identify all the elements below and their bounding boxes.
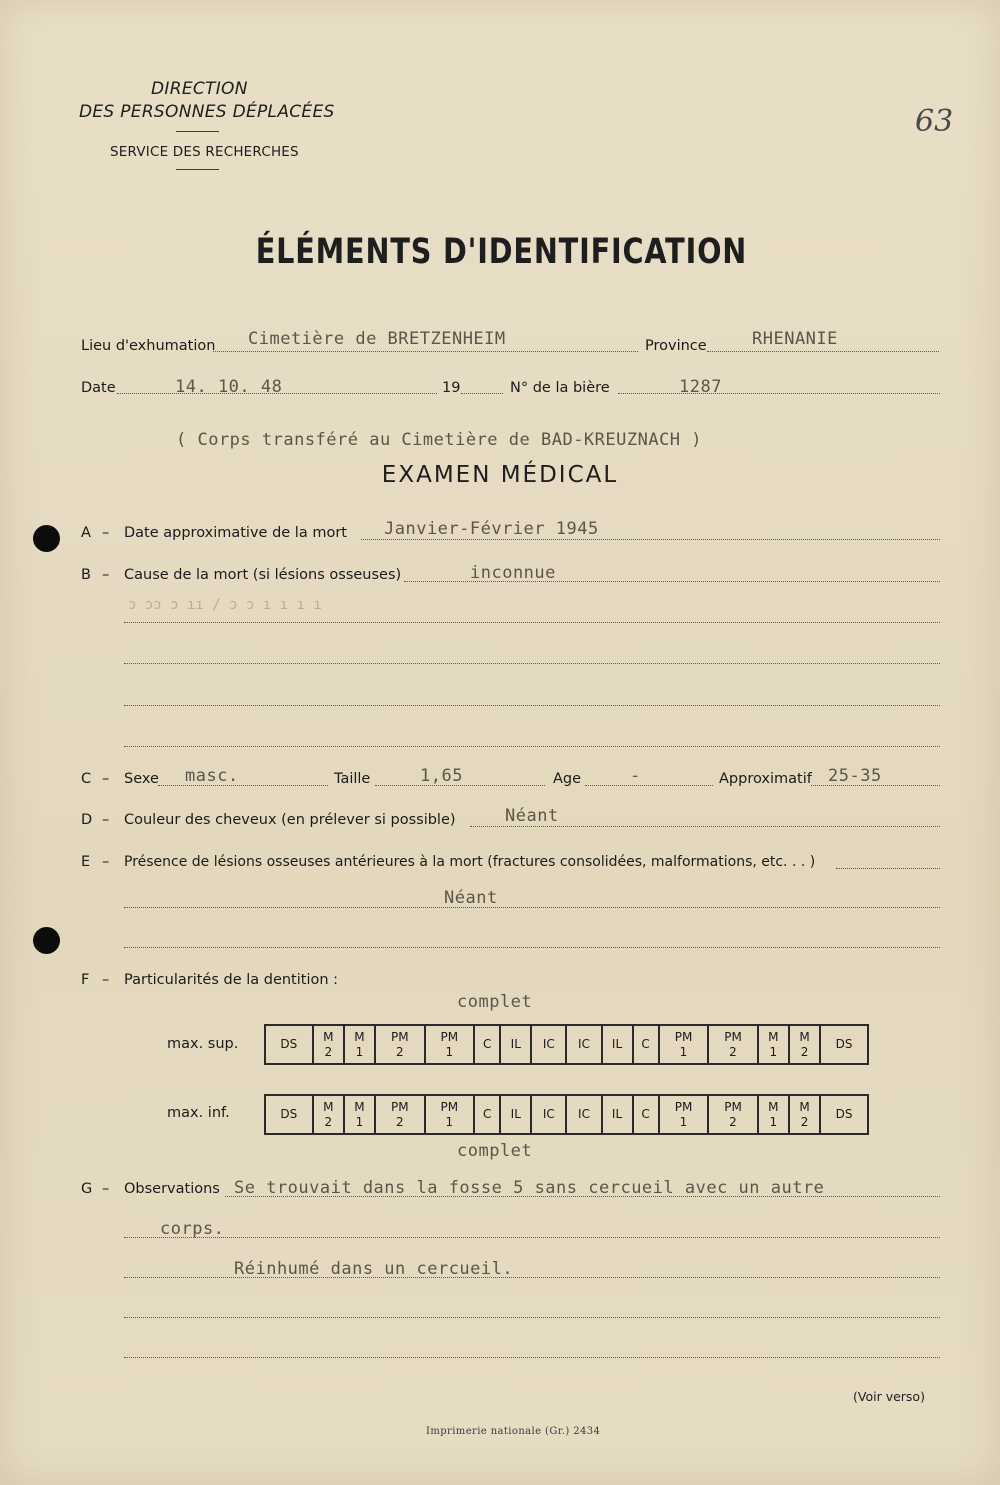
upper-tooth-cell	[425, 1025, 475, 1064]
approx-value: 25-35	[828, 766, 882, 786]
taille-label: Taille	[334, 771, 371, 787]
tooth-type: DS	[835, 1037, 853, 1051]
section-d-label: Couleur des cheveux (en prélever si possible)	[124, 812, 456, 828]
tooth-number: 2	[324, 1114, 333, 1129]
biere-label: N° de la bière	[510, 380, 610, 396]
section-d-line	[470, 826, 940, 827]
tooth-type: PM	[724, 1029, 742, 1044]
section-e-blank-line	[124, 947, 940, 948]
tooth-type: M	[799, 1029, 810, 1044]
header-personnes-deplacees: DES PERSONNES DÉPLACÉES	[79, 102, 335, 122]
punch-hole	[33, 525, 60, 552]
section-b-value: inconnue	[470, 563, 556, 583]
tooth-number: 2	[729, 1114, 737, 1129]
section-e-dash: –	[102, 854, 110, 870]
lieu-line	[213, 351, 638, 352]
section-f-letter: F	[81, 972, 90, 988]
upper-tooth-cell	[313, 1025, 344, 1064]
lower-tooth-cell	[633, 1095, 659, 1134]
tooth-type: PM	[674, 1099, 693, 1114]
lower-tooth-cell	[375, 1095, 425, 1134]
tooth-number: 1	[769, 1114, 778, 1129]
taille-value: 1,65	[420, 766, 463, 786]
header-divider	[176, 169, 219, 170]
section-b-dash: –	[102, 567, 110, 583]
tooth-number: 1	[769, 1044, 778, 1059]
section-b-blank-line	[124, 705, 940, 706]
tooth-number: 1	[679, 1114, 688, 1129]
section-a-letter: A	[81, 525, 91, 541]
section-g-blank-line	[124, 1317, 940, 1318]
tooth-type: M	[323, 1029, 334, 1044]
upper-tooth-cell	[375, 1025, 425, 1064]
tooth-type: C	[641, 1107, 650, 1121]
tooth-type: IC	[542, 1107, 555, 1121]
tooth-number: 1	[679, 1044, 688, 1059]
upper-tooth-cell	[820, 1025, 868, 1064]
section-g-letter: G	[81, 1181, 93, 1197]
tooth-type: DS	[835, 1107, 853, 1121]
tooth-number: 1	[355, 1044, 364, 1059]
lower-teeth-note: complet	[457, 1141, 533, 1161]
tooth-number: 2	[800, 1044, 809, 1059]
tooth-type: IL	[611, 1037, 623, 1051]
date-value: 14. 10. 48	[175, 377, 283, 397]
section-g-dash: –	[102, 1181, 110, 1197]
tooth-type: M	[323, 1099, 334, 1114]
tooth-number: 2	[324, 1044, 333, 1059]
section-f-label: Particularités de la dentition :	[124, 972, 339, 988]
tooth-type: C	[483, 1037, 492, 1051]
upper-tooth-cell	[708, 1025, 758, 1064]
year-prefix: 19	[442, 380, 461, 396]
age-label: Age	[553, 771, 582, 787]
sexe-line	[158, 785, 328, 786]
lower-tooth-cell	[425, 1095, 475, 1134]
section-d-letter: D	[81, 812, 93, 828]
upper-tooth-cell	[531, 1025, 566, 1064]
lower-tooth-cell	[708, 1095, 758, 1134]
upper-teeth-note: complet	[457, 992, 533, 1012]
sexe-value: masc.	[185, 766, 239, 786]
section-a-dash: –	[102, 525, 110, 541]
tooth-number: 2	[729, 1044, 737, 1059]
date-label: Date	[81, 380, 116, 396]
observation-line-2: corps.	[160, 1219, 225, 1239]
upper-tooth-cell	[789, 1025, 820, 1064]
age-value: -	[630, 766, 641, 786]
tooth-type: IL	[510, 1037, 521, 1051]
tooth-type: PM	[391, 1099, 409, 1114]
section-a-label: Date approximative de la mort	[124, 525, 347, 541]
year-line	[461, 393, 503, 394]
tooth-number: 2	[396, 1044, 404, 1059]
header-divider	[176, 131, 219, 132]
tooth-type: M	[354, 1099, 365, 1114]
tooth-type: M	[354, 1029, 365, 1044]
tooth-type: M	[768, 1029, 779, 1044]
section-d-dash: –	[102, 812, 110, 828]
tooth-number: 1	[355, 1114, 364, 1129]
upper-tooth-cell	[602, 1025, 633, 1064]
section-e-value: Néant	[444, 888, 498, 908]
lower-tooth-cell	[500, 1095, 531, 1134]
tooth-type: C	[483, 1107, 492, 1121]
section-b-blank-line	[124, 663, 940, 664]
tooth-type: IL	[510, 1107, 521, 1121]
section-b-ghost-text: ɔ ɔɔ ɔ ıı / ɔ ɔ ı ı ı ı	[128, 597, 322, 613]
tooth-type: IC	[542, 1037, 555, 1051]
tooth-number: 2	[800, 1114, 809, 1129]
upper-tooth-cell	[758, 1025, 789, 1064]
section-e-line	[836, 868, 940, 869]
section-b-letter: B	[81, 567, 91, 583]
lower-tooth-cell	[789, 1095, 820, 1134]
section-a-line	[361, 539, 940, 540]
section-b-blank-line	[124, 746, 940, 747]
lower-tooth-cell	[758, 1095, 789, 1134]
upper-tooth-cell	[344, 1025, 375, 1064]
lieu-value: Cimetière de BRETZENHEIM	[248, 329, 506, 349]
section-a-value: Janvier-Février 1945	[384, 519, 599, 539]
lower-tooth-cell	[602, 1095, 633, 1134]
lower-tooth-cell	[820, 1095, 868, 1134]
tooth-type: C	[641, 1037, 650, 1051]
tooth-type: IC	[578, 1037, 590, 1051]
lower-tooth-cell	[659, 1095, 709, 1134]
lower-tooth-cell	[474, 1095, 500, 1134]
upper-teeth-chart	[264, 1024, 869, 1065]
lieu-label: Lieu d'exhumation	[81, 338, 216, 354]
sexe-label: Sexe	[124, 771, 159, 787]
section-c-dash: –	[102, 771, 110, 787]
section-b-blank-line	[124, 622, 940, 623]
lower-tooth-cell	[566, 1095, 601, 1134]
header-service-recherches: SERVICE DES RECHERCHES	[110, 144, 299, 160]
max-inf-label: max. inf.	[167, 1105, 230, 1121]
section-b-label: Cause de la mort (si lésions osseuses)	[124, 567, 402, 583]
transfer-note: ( Corps transféré au Cimetière de BAD-KREUZNACH )	[176, 430, 703, 450]
upper-tooth-cell	[474, 1025, 500, 1064]
punch-hole	[33, 927, 60, 954]
header-direction: DIRECTION	[151, 79, 248, 99]
province-line	[707, 351, 939, 352]
section-d-value: Néant	[505, 806, 559, 826]
section-title: EXAMEN MÉDICAL	[381, 462, 619, 488]
province-value: RHENANIE	[752, 329, 838, 349]
section-e-label: Présence de lésions osseuses antérieures à la mort (fractures consolidées, malformations, etc. . . )	[124, 854, 816, 870]
approx-label: Approximatif	[719, 771, 812, 787]
tooth-type: PM	[674, 1029, 693, 1044]
tooth-number: 2	[396, 1114, 404, 1129]
section-e-line	[124, 907, 940, 908]
tooth-type: PM	[440, 1099, 459, 1114]
biere-line	[618, 393, 940, 394]
page-number: 63	[915, 104, 954, 139]
tooth-type: IC	[578, 1107, 590, 1121]
tooth-type: PM	[440, 1029, 459, 1044]
section-c-letter: C	[81, 771, 92, 787]
tooth-type: PM	[724, 1099, 742, 1114]
tooth-type: M	[799, 1099, 810, 1114]
max-sup-label: max. sup.	[167, 1036, 239, 1052]
lower-tooth-cell	[313, 1095, 344, 1134]
tooth-number: 1	[445, 1114, 454, 1129]
observation-line-1: Se trouvait dans la fosse 5 sans cercueil avec un autre	[234, 1178, 825, 1198]
lower-tooth-cell	[344, 1095, 375, 1134]
printer-imprint: Imprimerie nationale (Gr.) 2434	[426, 1426, 601, 1437]
voir-verso: (Voir verso)	[853, 1389, 925, 1404]
age-line	[585, 785, 713, 786]
section-e-letter: E	[81, 854, 91, 870]
lower-tooth-cell	[265, 1095, 313, 1134]
tooth-type: DS	[280, 1037, 298, 1051]
tooth-type: IL	[611, 1107, 623, 1121]
lower-teeth-chart	[264, 1094, 869, 1135]
section-g-blank-line	[124, 1357, 940, 1358]
tooth-number: 1	[445, 1044, 454, 1059]
observation-line-3: Réinhumé dans un cercueil.	[234, 1259, 514, 1279]
section-f-dash: –	[102, 972, 110, 988]
upper-tooth-cell	[265, 1025, 313, 1064]
document-title: ÉLÉMENTS D'IDENTIFICATION	[255, 232, 748, 272]
upper-tooth-cell	[659, 1025, 709, 1064]
province-label: Province	[645, 338, 707, 354]
tooth-type: DS	[280, 1107, 298, 1121]
tooth-type: PM	[391, 1029, 409, 1044]
upper-tooth-cell	[566, 1025, 601, 1064]
upper-tooth-cell	[500, 1025, 531, 1064]
section-g-line	[124, 1237, 940, 1238]
tooth-type: M	[768, 1099, 779, 1114]
section-g-label: Observations	[124, 1181, 220, 1197]
lower-tooth-cell	[531, 1095, 566, 1134]
upper-tooth-cell	[633, 1025, 659, 1064]
biere-value: 1287	[679, 377, 722, 397]
